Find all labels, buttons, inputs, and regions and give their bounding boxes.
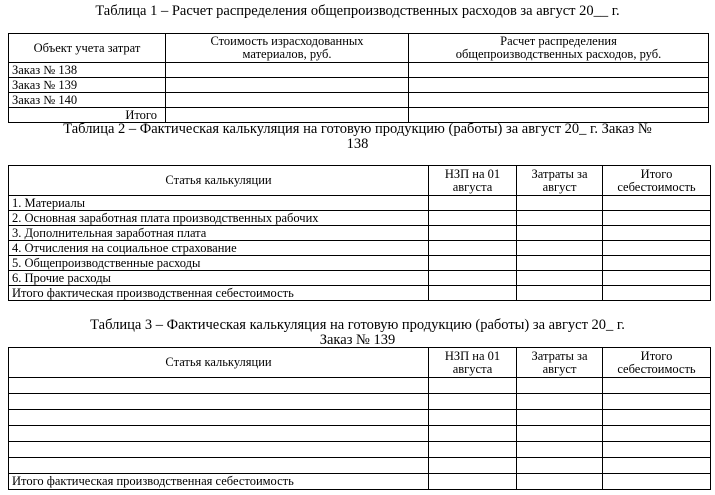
table3-header-wip — [429, 348, 517, 378]
table2-cell — [603, 256, 711, 271]
table1-cell — [166, 78, 409, 93]
table1-cell — [409, 78, 709, 93]
table2-cell — [517, 196, 603, 211]
table3-cell — [9, 410, 429, 426]
table-row — [9, 256, 711, 271]
table2-row-label: 1. Материалы — [9, 196, 429, 211]
table2-cell — [517, 286, 603, 301]
table-row — [9, 426, 711, 442]
table2-cell — [429, 256, 517, 271]
table2-row-label: 6. Прочие расходы — [9, 271, 429, 286]
table1-header-object: Объект учета затрат — [9, 34, 166, 63]
table2-header-total-line1: Итого — [640, 166, 673, 181]
table3-header-item: Статья калькуляции — [9, 348, 429, 378]
table-row — [9, 378, 711, 394]
table3-header-costs-line2: август — [542, 361, 577, 376]
table1-cell — [166, 63, 409, 78]
table-row — [9, 458, 711, 474]
table1-row-label: Заказ № 139 — [9, 78, 166, 93]
table3-cell — [517, 378, 603, 394]
table2-header-wip-line2: августа — [452, 179, 493, 194]
table2-title-line1: Таблица 2 – Фактическая калькуляция на готовую продукцию (работы) за август 20_ г. Заказ № — [63, 121, 652, 137]
table2-cell — [429, 271, 517, 286]
table3-cell — [429, 474, 517, 490]
table2-total-label: Итого фактическая производственная себестоимость — [9, 286, 429, 301]
table2-row-label: 5. Общепроизводственные расходы — [9, 256, 429, 271]
table3-cell — [517, 442, 603, 458]
table3-cell — [429, 426, 517, 442]
table2-header-wip — [429, 166, 517, 196]
table1-header-distribution-line1: Расчет распределения — [500, 34, 617, 48]
table3-cell — [429, 394, 517, 410]
table3-header-wip-line2: августа — [452, 361, 493, 376]
table2-row-label: 4. Отчисления на социальное страхование — [9, 241, 429, 256]
table1-header-distribution — [409, 34, 709, 63]
table-row — [9, 241, 711, 256]
table3-total-label: Итого фактическая производственная себестоимость — [9, 474, 429, 490]
table3-header-costs — [517, 348, 603, 378]
table2-cell — [603, 241, 711, 256]
table3-cell — [517, 458, 603, 474]
table2-header-costs — [517, 166, 603, 196]
table3-title-line1: Таблица 3 – Фактическая калькуляция на готовую продукцию (работы) за август 20_ г. — [90, 317, 625, 333]
table2-row-label: 2. Основная заработная плата производственных рабочих — [9, 211, 429, 226]
table2 — [8, 165, 711, 301]
table2-cell — [517, 226, 603, 241]
table2-cell — [517, 256, 603, 271]
table3-cell — [9, 426, 429, 442]
table-row — [9, 93, 709, 108]
table3-header-total-line1: Итого — [640, 348, 673, 363]
table3-cell — [517, 410, 603, 426]
table2-cell — [429, 196, 517, 211]
table2-cell — [429, 226, 517, 241]
table2-cell — [429, 241, 517, 256]
table1-cell — [409, 93, 709, 108]
table3-header-total-line2: себестоимость — [617, 361, 696, 376]
table3-cell — [429, 378, 517, 394]
table-row — [9, 211, 711, 226]
table3-cell — [603, 426, 711, 442]
table2-row-label: 3. Дополнительная заработная плата — [9, 226, 429, 241]
table1-cell — [166, 93, 409, 108]
table2-header-total-line2: себестоимость — [617, 179, 696, 194]
table1-header-materials-line2: материалов, руб. — [242, 47, 332, 61]
table1-total-label: Итого — [9, 108, 166, 123]
table3-cell — [517, 474, 603, 490]
table3-title — [0, 318, 715, 348]
table3-cell — [603, 442, 711, 458]
table3-cell — [429, 442, 517, 458]
table2-title-line2: 138 — [346, 136, 369, 152]
table3-cell — [603, 474, 711, 490]
table2-cell — [603, 211, 711, 226]
table2-cell — [429, 211, 517, 226]
table3-cell — [517, 394, 603, 410]
table1-row-label: Заказ № 138 — [9, 63, 166, 78]
table-row — [9, 474, 711, 490]
table2-title — [0, 122, 715, 152]
table2-cell — [517, 241, 603, 256]
table2-cell — [603, 196, 711, 211]
table-row — [9, 271, 711, 286]
table2-cell — [603, 226, 711, 241]
table1-row-label: Заказ № 140 — [9, 93, 166, 108]
table-row — [9, 196, 711, 211]
table-row — [9, 78, 709, 93]
table3-header-costs-line1: Затраты за — [531, 348, 588, 363]
table1-header-materials — [166, 34, 409, 63]
table2-header-costs-line2: август — [542, 179, 577, 194]
table-row — [9, 286, 711, 301]
table3-cell — [429, 458, 517, 474]
table3-header-total — [603, 348, 711, 378]
table-row — [9, 226, 711, 241]
table3-cell — [603, 458, 711, 474]
table3-cell — [603, 410, 711, 426]
table2-header-total — [603, 166, 711, 196]
table3-cell — [517, 426, 603, 442]
table1 — [8, 33, 709, 123]
table1-title: Таблица 1 – Расчет распределения общепроизводственных расходов за август 20__ г. — [95, 3, 620, 19]
table2-cell — [517, 211, 603, 226]
table3 — [8, 347, 711, 490]
table3-cell — [9, 394, 429, 410]
table3-cell — [603, 378, 711, 394]
table2-header-item: Статья калькуляции — [9, 166, 429, 196]
table-row — [9, 442, 711, 458]
table3-title-line2: Заказ № 139 — [319, 332, 396, 348]
table-row — [9, 394, 711, 410]
table2-cell — [517, 271, 603, 286]
table3-cell — [603, 394, 711, 410]
table2-header-costs-line1: Затраты за — [531, 166, 588, 181]
table2-cell — [429, 286, 517, 301]
table-row — [9, 410, 711, 426]
table1-header-distribution-line2: общепроизводственных расходов, руб. — [455, 47, 662, 61]
table3-cell — [9, 378, 429, 394]
table3-cell — [429, 410, 517, 426]
table1-header-materials-line1: Стоимость израсходованных — [210, 34, 364, 48]
table2-cell — [603, 286, 711, 301]
table3-header-wip-line1: НЗП на 01 — [444, 348, 501, 363]
table3-cell — [9, 458, 429, 474]
table3-cell — [9, 442, 429, 458]
table1-cell — [409, 63, 709, 78]
table-row — [9, 63, 709, 78]
table2-cell — [603, 271, 711, 286]
table2-header-wip-line1: НЗП на 01 — [444, 166, 501, 181]
